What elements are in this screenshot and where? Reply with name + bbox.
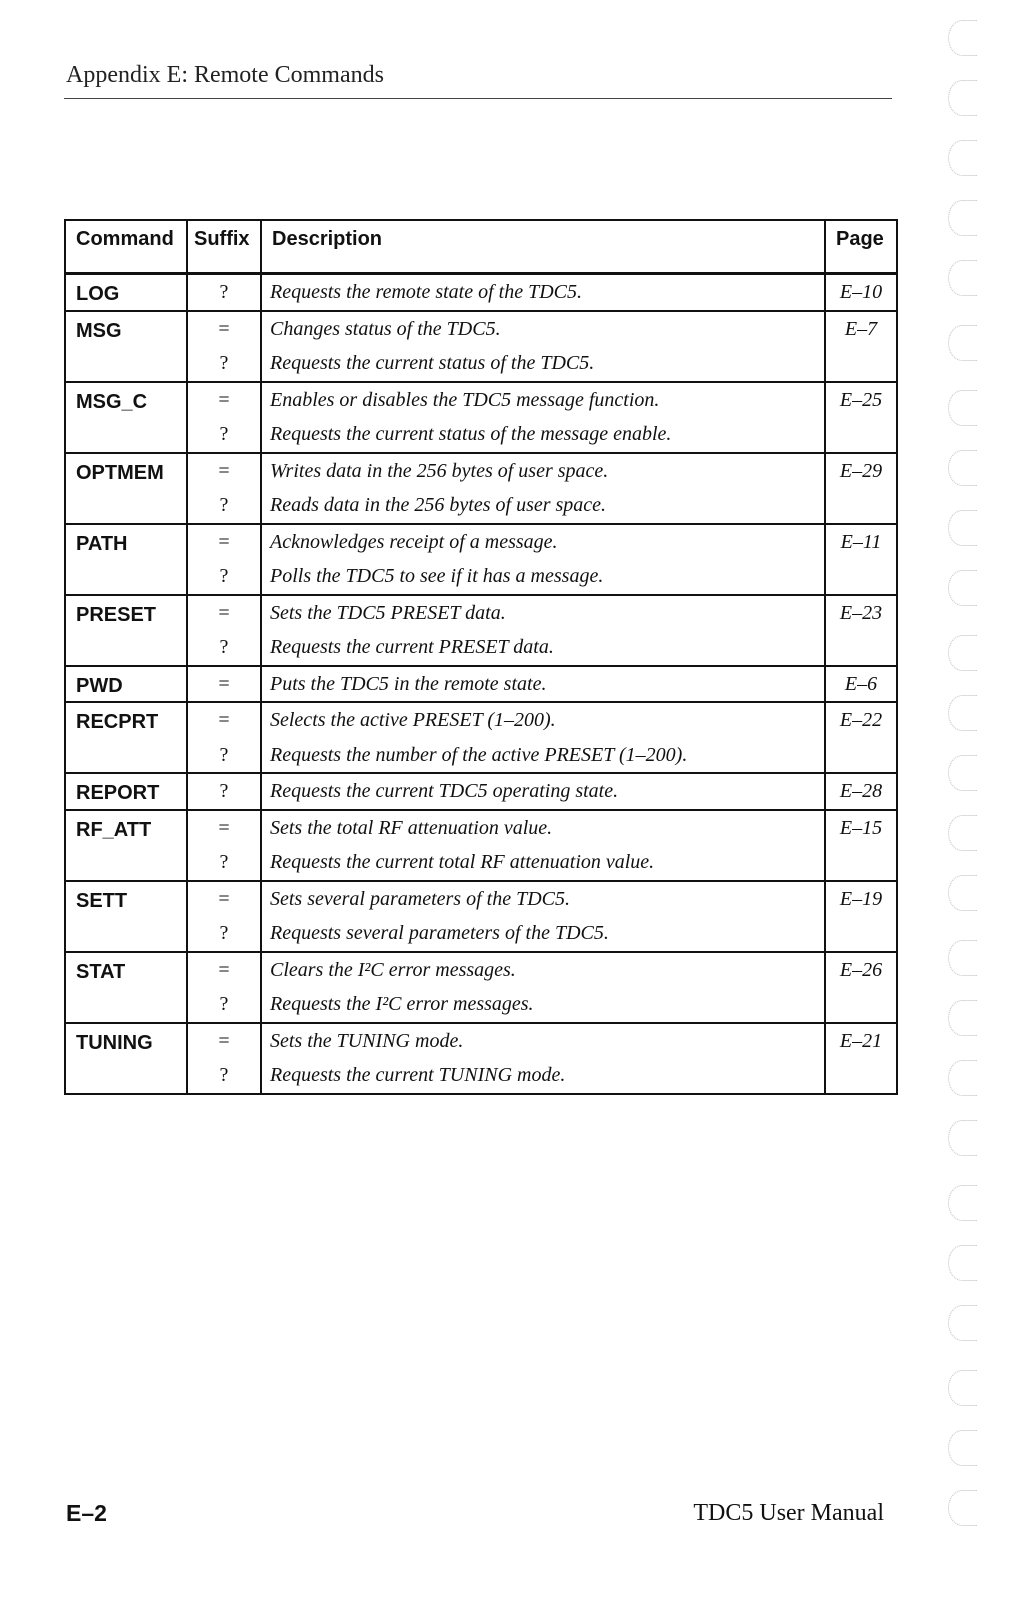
page-reference: E–21 — [839, 1029, 883, 1052]
column-header-page: Page — [825, 220, 897, 274]
suffix-cell — [187, 666, 261, 703]
page-cell — [825, 773, 897, 810]
description-text: Sets the TUNING mode. — [270, 1029, 464, 1052]
suffix-value: = — [218, 459, 230, 482]
suffix-cell — [187, 773, 261, 810]
description-text: Sets several parameters of the TDC5. — [270, 887, 570, 910]
command-cell: MSG — [65, 311, 187, 382]
table-row — [65, 952, 897, 1023]
description-text: Requests the current total RF attenuation value. — [270, 851, 655, 873]
suffix-value: = — [218, 317, 230, 340]
description-text: Clears the I²C error messages. — [270, 958, 516, 981]
description-text: Sets the total RF attenuation value. — [270, 816, 553, 839]
binder-hole — [948, 390, 977, 426]
suffix-value: ? — [219, 993, 229, 1015]
table-row — [65, 1023, 897, 1094]
description-text: Reads data in the 256 bytes of user space. — [270, 494, 607, 516]
suffix-value: = — [218, 601, 230, 624]
command-cell: PRESET — [65, 595, 187, 666]
description-text: Enables or disables the TDC5 message function. — [270, 388, 660, 411]
command-cell: OPTMEM — [65, 453, 187, 524]
table-body — [65, 274, 897, 1094]
page-cell — [825, 453, 897, 524]
table-row — [65, 666, 897, 703]
description-text: Changes status of the TDC5. — [270, 317, 501, 340]
binder-hole — [948, 1000, 977, 1036]
suffix-cell — [187, 595, 261, 666]
page-cell — [825, 952, 897, 1023]
suffix-cell — [187, 702, 261, 773]
description-text: Polls the TDC5 to see if it has a message. — [270, 565, 604, 587]
page-reference: E–15 — [839, 816, 883, 839]
description-text: Selects the active PRESET (1–200). — [270, 709, 556, 731]
command-cell: RECPRT — [65, 702, 187, 773]
binder-hole — [948, 755, 977, 791]
suffix-cell — [187, 382, 261, 453]
suffix-cell — [187, 524, 261, 595]
page-cell — [825, 382, 897, 453]
suffix-value: = — [218, 816, 230, 839]
page-reference: E–6 — [844, 672, 878, 695]
description-cell — [261, 311, 825, 382]
page-cell — [825, 702, 897, 773]
description-cell — [261, 524, 825, 595]
description-cell — [261, 666, 825, 703]
suffix-value: ? — [219, 636, 229, 658]
column-header-description: Description — [261, 220, 825, 274]
description-text: Requests the current status of the TDC5. — [270, 352, 595, 374]
suffix-value: = — [218, 958, 230, 981]
column-header-suffix: Suffix — [187, 220, 261, 274]
description-cell — [261, 453, 825, 524]
description-cell — [261, 952, 825, 1023]
page-reference: E–28 — [839, 780, 883, 802]
page-reference: E–26 — [839, 958, 883, 981]
binder-hole — [948, 1430, 977, 1466]
description-text: Requests the number of the active PRESET (1–200). — [270, 743, 688, 766]
suffix-value: ? — [219, 281, 229, 303]
binder-hole — [948, 1120, 977, 1156]
command-cell: LOG — [65, 274, 187, 311]
page-reference: E–25 — [839, 388, 883, 411]
header-rule — [64, 98, 892, 99]
description-text: Requests the current TDC5 operating state. — [270, 780, 619, 802]
binder-hole — [948, 570, 977, 606]
description-text: Requests the current PRESET data. — [270, 636, 554, 658]
table-row — [65, 773, 897, 810]
command-cell: STAT — [65, 952, 187, 1023]
suffix-value: = — [218, 709, 230, 731]
binder-hole — [948, 815, 977, 851]
suffix-cell — [187, 881, 261, 952]
suffix-cell — [187, 311, 261, 382]
description-text: Requests the current TUNING mode. — [270, 1064, 566, 1086]
suffix-cell — [187, 453, 261, 524]
page-reference: E–10 — [839, 281, 883, 303]
table-row — [65, 595, 897, 666]
binder-hole — [948, 1490, 977, 1526]
binder-hole — [948, 20, 977, 56]
table-row — [65, 702, 897, 773]
binder-hole — [948, 325, 977, 361]
page-cell — [825, 810, 897, 881]
table-row — [65, 881, 897, 952]
binder-hole — [948, 80, 977, 116]
command-cell: PWD — [65, 666, 187, 703]
page-cell — [825, 311, 897, 382]
suffix-value: ? — [219, 1064, 229, 1086]
page-cell — [825, 666, 897, 703]
binder-hole — [948, 940, 977, 976]
binder-hole — [948, 1185, 977, 1221]
binder-hole — [948, 1060, 977, 1096]
page-reference: E–29 — [839, 459, 883, 482]
command-cell: RF_ATT — [65, 810, 187, 881]
command-cell: REPORT — [65, 773, 187, 810]
column-header-command: Command — [65, 220, 187, 274]
page-cell — [825, 881, 897, 952]
binder-hole — [948, 875, 977, 911]
page-reference: E–11 — [840, 530, 882, 553]
suffix-cell — [187, 952, 261, 1023]
binder-hole — [948, 1305, 977, 1341]
page-reference: E–7 — [844, 317, 878, 340]
command-cell: SETT — [65, 881, 187, 952]
remote-commands-table — [64, 219, 898, 1095]
description-text: Requests the I²C error messages. — [270, 993, 534, 1015]
table-row — [65, 524, 897, 595]
binder-hole — [948, 695, 977, 731]
description-cell — [261, 274, 825, 311]
page-reference: E–22 — [839, 709, 883, 731]
binder-hole — [948, 1245, 977, 1281]
description-cell — [261, 773, 825, 810]
page-cell — [825, 1023, 897, 1094]
table-row — [65, 453, 897, 524]
footer-page-number: E–2 — [66, 1500, 107, 1526]
description-cell — [261, 382, 825, 453]
table-header-row — [65, 220, 897, 274]
suffix-value: ? — [219, 743, 229, 766]
page-cell — [825, 524, 897, 595]
page-cell — [825, 595, 897, 666]
description-text: Requests several parameters of the TDC5. — [270, 922, 609, 944]
suffix-value: ? — [219, 922, 229, 944]
page-header-title: Appendix E: Remote Commands — [66, 62, 384, 88]
description-text: Puts the TDC5 in the remote state. — [270, 672, 547, 695]
description-cell — [261, 881, 825, 952]
table-row — [65, 311, 897, 382]
suffix-cell — [187, 274, 261, 311]
suffix-value: = — [218, 672, 230, 695]
binder-hole — [948, 450, 977, 486]
suffix-value: = — [218, 1029, 230, 1052]
suffix-cell — [187, 1023, 261, 1094]
description-text: Requests the current status of the message enable. — [270, 423, 672, 445]
suffix-value: = — [218, 530, 230, 553]
suffix-value: ? — [219, 780, 229, 802]
description-text: Acknowledges receipt of a message. — [270, 530, 558, 553]
description-text: Requests the remote state of the TDC5. — [270, 281, 582, 303]
description-text: Sets the TDC5 PRESET data. — [270, 601, 506, 624]
command-cell: TUNING — [65, 1023, 187, 1094]
description-cell — [261, 1023, 825, 1094]
suffix-value: ? — [219, 851, 229, 873]
binder-hole — [948, 140, 977, 176]
description-cell — [261, 810, 825, 881]
command-cell: PATH — [65, 524, 187, 595]
binder-hole — [948, 260, 977, 296]
binder-holes — [944, 0, 984, 1600]
table-row — [65, 810, 897, 881]
suffix-value: ? — [219, 494, 229, 516]
table-row — [65, 274, 897, 311]
page-cell — [825, 274, 897, 311]
description-cell — [261, 702, 825, 773]
suffix-cell — [187, 810, 261, 881]
binder-hole — [948, 200, 977, 236]
description-text: Writes data in the 256 bytes of user space. — [270, 459, 609, 482]
page-reference: E–19 — [839, 887, 883, 910]
command-cell: MSG_C — [65, 382, 187, 453]
table-row — [65, 382, 897, 453]
binder-hole — [948, 635, 977, 671]
footer-manual-title: TDC5 User Manual — [693, 1500, 884, 1526]
page-reference: E–23 — [839, 601, 883, 624]
suffix-value: = — [218, 887, 230, 910]
suffix-value: ? — [219, 565, 229, 587]
description-cell — [261, 595, 825, 666]
suffix-value: ? — [219, 423, 229, 445]
binder-hole — [948, 1370, 977, 1406]
binder-hole — [948, 510, 977, 546]
suffix-value: = — [218, 388, 230, 411]
suffix-value: ? — [219, 352, 229, 374]
